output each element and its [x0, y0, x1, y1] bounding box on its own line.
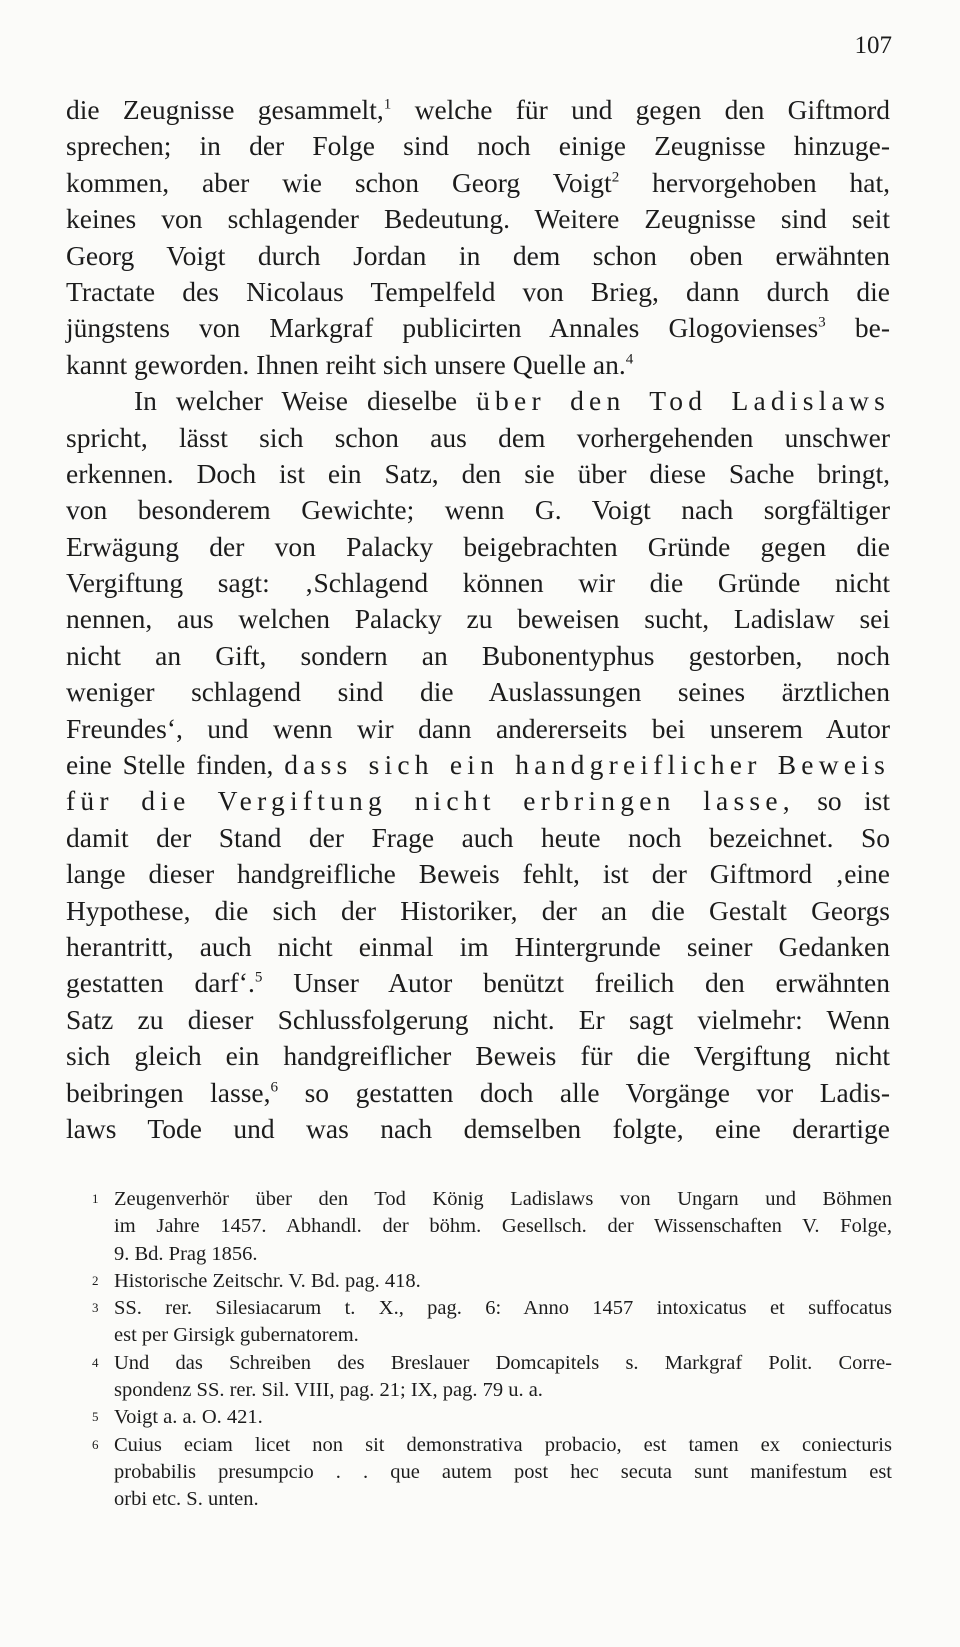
- text-line: nicht an Gift, sondern an Bubonentyphus gestorben, noch: [66, 639, 890, 671]
- text-line: nennen, aus welchen Palacky zu beweisen sucht, Ladislaw sei: [66, 603, 890, 635]
- text-line: Freundes‘, und wenn wir dann andererseits bei unserem Autor: [66, 712, 890, 744]
- footnote-number: 3: [92, 1300, 99, 1316]
- footnote-line: Voigt a. a. O. 421.: [114, 1406, 263, 1429]
- text-line: Erwägung der von Palacky beigebrachten Gründe gegen die: [66, 530, 890, 562]
- text-line: kommen, aber wie schon Georg Voigt$^2$ hervorgehoben hat,: [66, 166, 890, 198]
- footnote-ref[interactable]: 3: [818, 314, 826, 331]
- footnote-line: Und das Schreiben des Breslauer Domcapitels s. Markgraf Polit. Corre-: [114, 1351, 892, 1374]
- spaced-emphasis: dass sich ein handgreiflicher Beweis: [284, 749, 890, 781]
- footnote-line: est per Girsigk gubernatorem.: [114, 1324, 359, 1347]
- footnote-number: 1: [92, 1191, 99, 1206]
- text-line: gestatten darf‘.$^5$ Unser Autor benützt freilich den erwähnten: [66, 967, 891, 999]
- footnote-line: Cuius eciam licet non sit demonstrativa probacio, est tamen ex coniecturis: [114, 1433, 892, 1456]
- text-line: herantritt, auch nicht einmal im Hintergrunde seiner Gedanken: [66, 930, 890, 962]
- footnote-ref[interactable]: 1: [383, 96, 392, 113]
- text-line: Hypothese, die sich der Historiker, der an die Gestalt Georgs: [66, 894, 890, 926]
- text-line: weniger schlagend sind die Auslassungen seines ärztlichen: [66, 676, 890, 708]
- text-line: sich gleich ein handgreiflicher Beweis für die Vergiftung nicht: [66, 1040, 890, 1072]
- text-line: jüngstens von Markgraf publicirten Annales Glogovienses$^3$ be-: [66, 312, 890, 344]
- text-line: In welcher Weise dieselbe über den Tod Ladislaws: [134, 385, 891, 417]
- text-line: sprechen; in der Folge sind noch einige Zeugnisse hinzuge-: [66, 130, 890, 162]
- footnote-ref[interactable]: 4: [625, 351, 634, 368]
- text-line: laws Tode und was nach demselben folgte, eine derartige: [66, 1112, 890, 1144]
- text-line: Vergiftung sagt: ‚Schlagend können wir die Gründe nicht: [66, 567, 890, 599]
- spaced-emphasis: über den Tod Ladislaws: [476, 385, 891, 417]
- footnote: [92, 1350, 892, 1405]
- text-line: spricht, lässt sich schon aus dem vorhergehenden unschwer: [66, 421, 890, 453]
- footnote-line: probabilis presumpcio . . que autem post hec secuta sunt manifestum est: [114, 1460, 892, 1483]
- footnote-number: 5: [92, 1409, 99, 1425]
- text-line: lange dieser handgreifliche Beweis fehlt, ist der Giftmord ‚eine: [66, 858, 890, 890]
- footnote-line: Historische Zeitschr. V. Bd. pag. 418.: [114, 1269, 421, 1292]
- footnote: [92, 1186, 892, 1268]
- text-line: Satz zu dieser Schlussfolgerung nicht. Er sagt vielmehr: Wenn: [66, 1003, 890, 1035]
- footnote: [92, 1295, 892, 1350]
- text-line: beibringen lasse,$^6$ so gestatten doch alle Vorgänge vor Ladis-: [66, 1076, 890, 1108]
- footnote-number: 2: [92, 1272, 99, 1288]
- footnote-ref[interactable]: 2: [611, 169, 620, 186]
- text-line: erkennen. Doch ist ein Satz, den sie über diese Sache bringt,: [66, 457, 890, 489]
- footnote-ref[interactable]: 5: [254, 969, 263, 986]
- text-line: eine Stelle finden, dass sich ein handgreiflicher Beweis: [66, 749, 890, 781]
- footnote-line: im Jahre 1457. Abhandl. der böhm. Gesellsch. der Wissenschaften V. Folge,: [114, 1215, 892, 1238]
- footnote: [92, 1404, 892, 1431]
- footnote-ref[interactable]: 6: [270, 1078, 279, 1095]
- text-line: Tractate des Nicolaus Tempelfeld von Brieg, dann durch die: [66, 275, 890, 307]
- page-number: 107: [854, 32, 892, 59]
- text-line: die Zeugnisse gesammelt,$^1$ welche für und gegen den Giftmord: [66, 94, 890, 125]
- footnote: [92, 1432, 892, 1514]
- footnote-line: Zeugenverhör über den Tod König Ladislaws von Ungarn und Böhmen: [114, 1188, 892, 1210]
- footnotes: [92, 1186, 892, 1514]
- footnote-line: SS. rer. Silesiacarum t. X., pag. 6: Anno 1457 intoxicatus et suffocatus: [114, 1297, 892, 1320]
- main-text: [66, 92, 890, 1147]
- footnote-line: spondenz SS. rer. Sil. VIII, pag. 21; IX, pag. 79 u. a.: [114, 1379, 543, 1402]
- footnote-number: 6: [92, 1436, 99, 1452]
- footnote-line: orbi etc. S. unten.: [114, 1488, 259, 1511]
- footnote-line: 9. Bd. Prag 1856.: [114, 1242, 258, 1265]
- text-line: keines von schlagender Bedeutung. Weitere Zeugnisse sind seit: [66, 203, 890, 235]
- spaced-emphasis: für die Vergiftung nicht erbringen lasse,: [66, 785, 795, 817]
- text-line: von besonderem Gewichte; wenn G. Voigt nach sorgfältiger: [66, 494, 890, 526]
- text-line: kannt geworden. Ihnen reiht sich unsere Quelle an.$^4$: [66, 348, 634, 380]
- footnote: [92, 1268, 892, 1295]
- text-line: damit der Stand der Frage auch heute noch bezeichnet. So: [66, 821, 890, 853]
- text-line: Georg Voigt durch Jordan in dem schon oben erwähnten: [66, 239, 890, 271]
- footnote-number: 4: [92, 1354, 99, 1370]
- text-line: für die Vergiftung nicht erbringen lasse, so ist: [66, 785, 890, 817]
